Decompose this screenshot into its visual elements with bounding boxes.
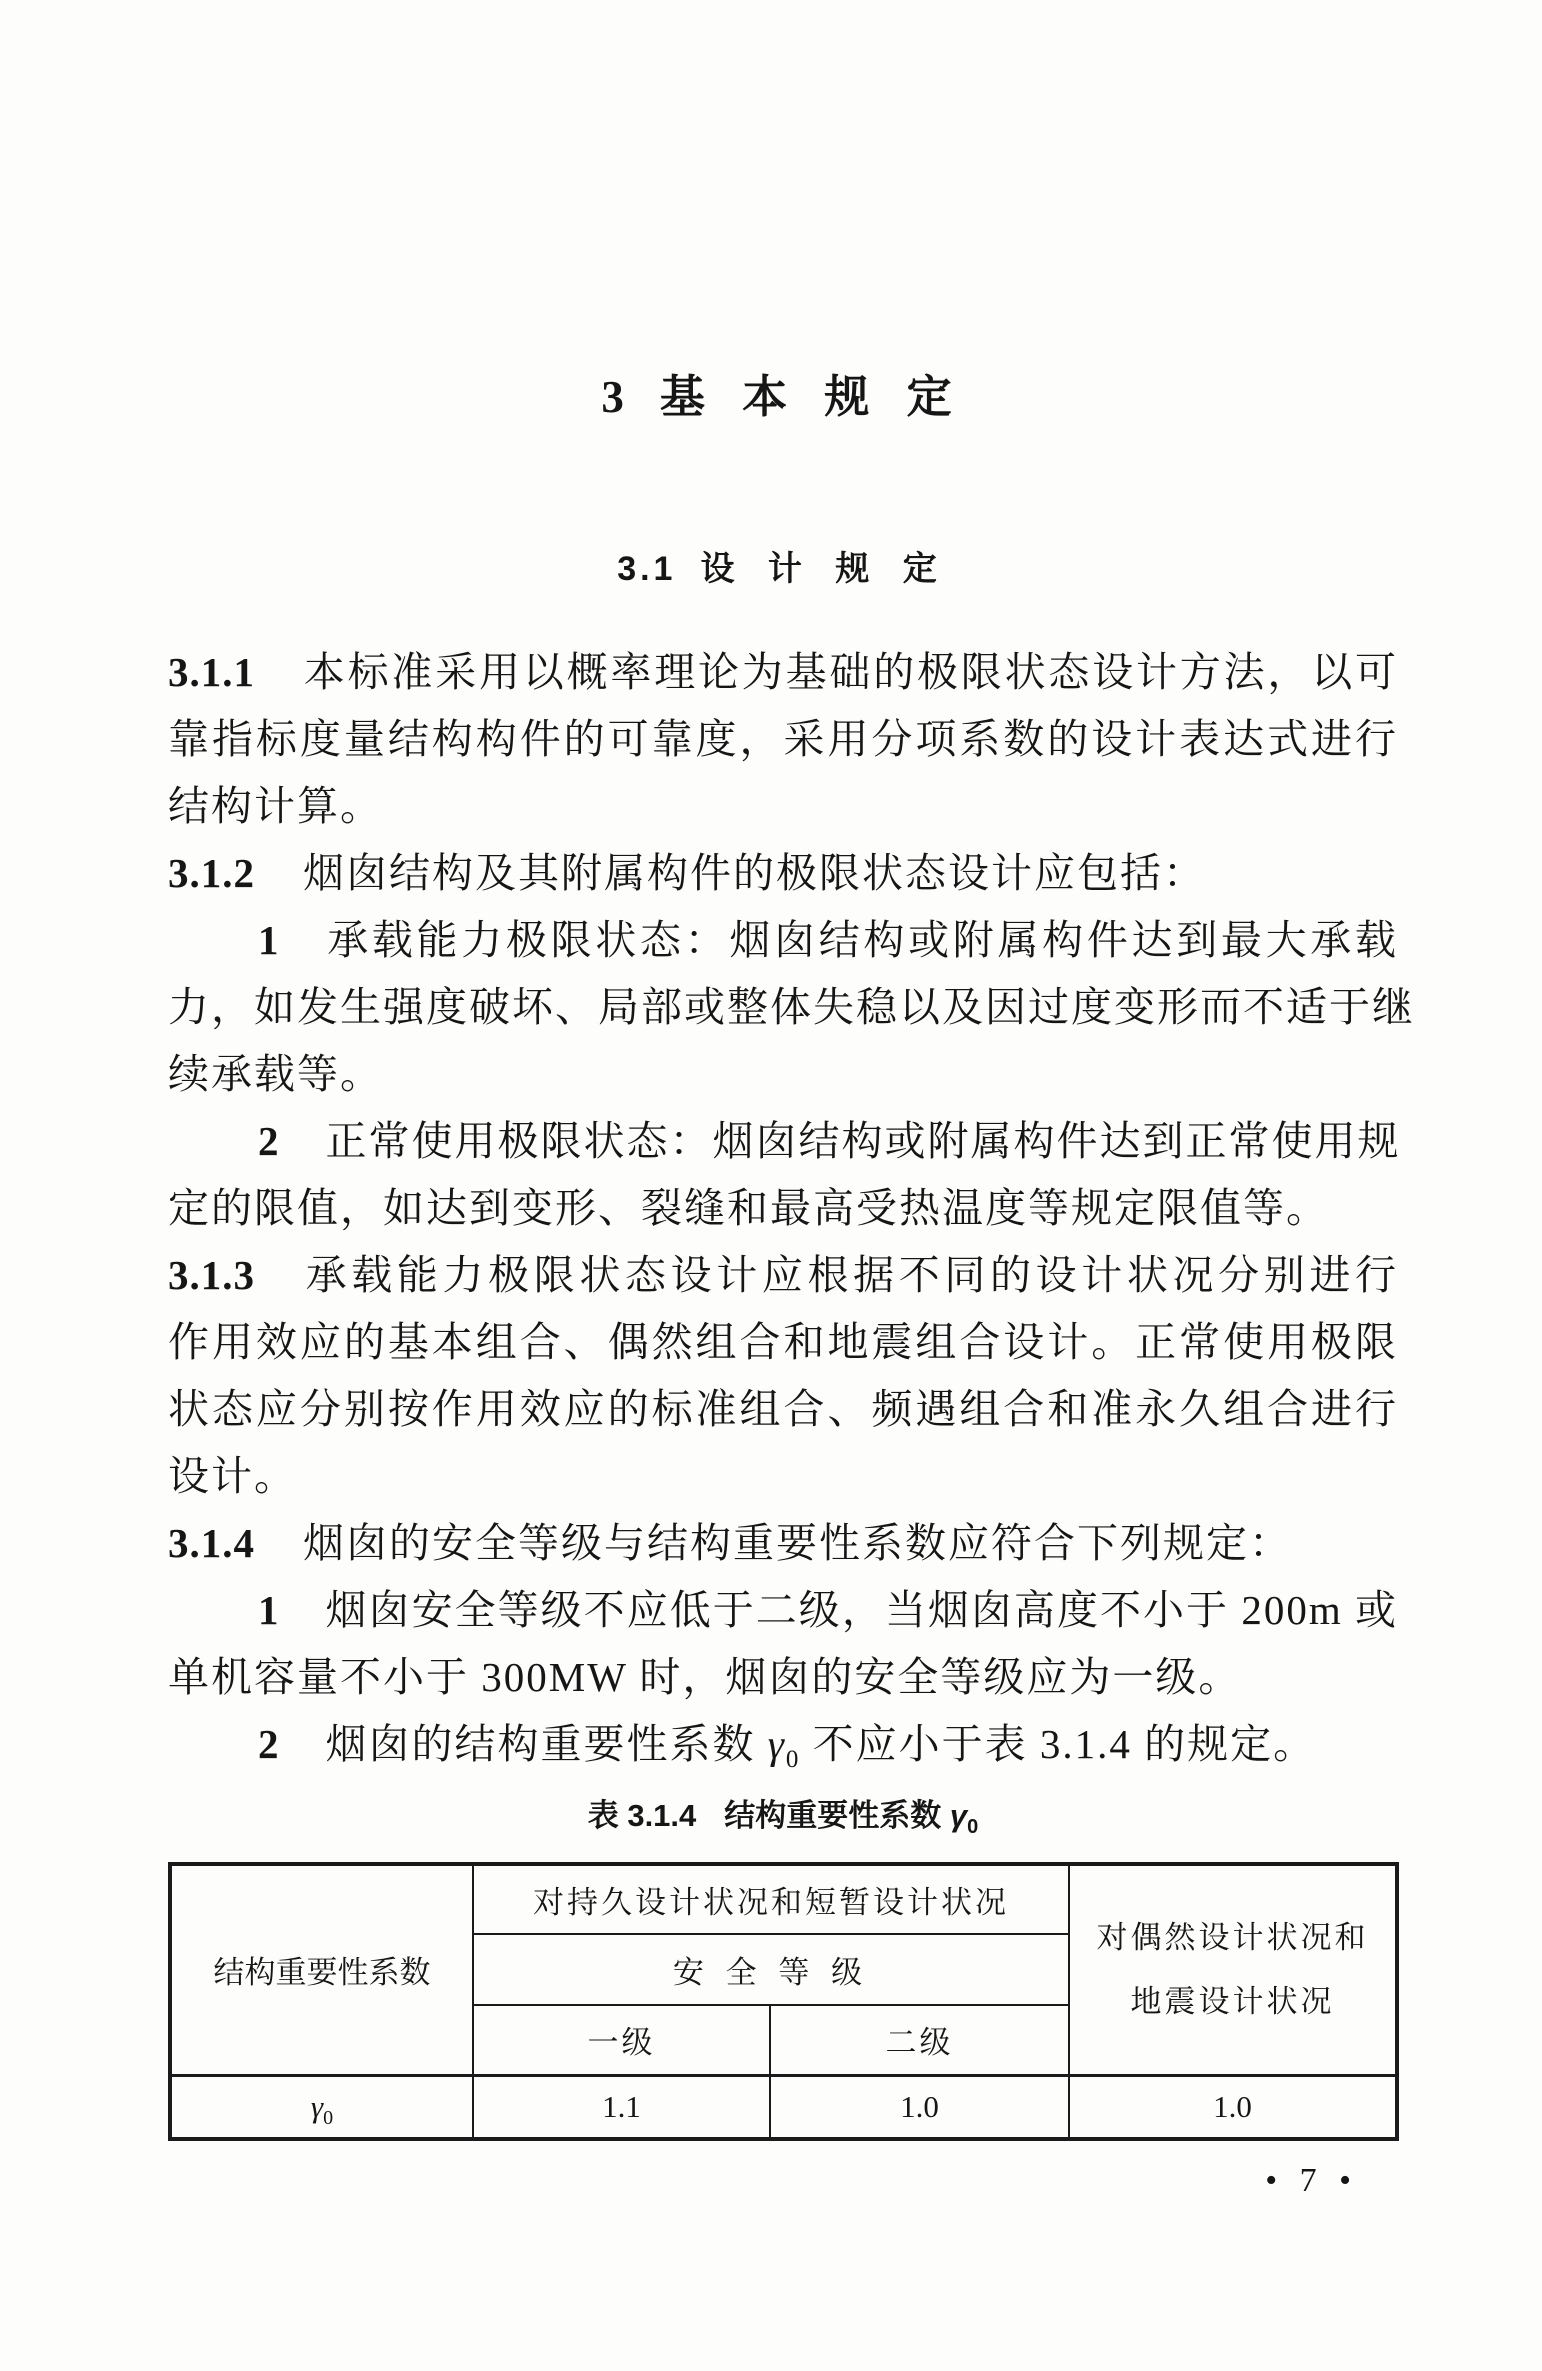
page-number: • 7 •	[1265, 2162, 1358, 2199]
table-caption-title: 结构重要性系数	[724, 1798, 950, 1833]
body-text	[168, 639, 1415, 1778]
clause-line	[168, 1041, 1398, 1108]
value-cell-grade2: 1.0	[770, 2075, 1069, 2139]
line-text: 烟囱安全等级不应低于二级，当烟囱高度不小于 200m 或	[325, 1587, 1398, 1633]
item-number: 2	[258, 1118, 280, 1164]
clause-line	[168, 1309, 1398, 1376]
line-text: 力，如发生强度破坏、局部或整体失稳以及因过度变形而不适于继	[168, 984, 1415, 1030]
table-data-row	[170, 2075, 1397, 2139]
list-item-line	[168, 1711, 1398, 1778]
clause-line	[168, 706, 1398, 773]
line-text: 不应小于表 3.1.4 的规定。	[800, 1721, 1317, 1767]
clause-line	[168, 1175, 1398, 1242]
line-text: 本标准采用以概率理论为基础的极限状态设计方法，以可	[303, 649, 1398, 695]
table-caption-number: 表 3.1.4	[587, 1798, 697, 1833]
header-cell-grade-2: 二级	[770, 2005, 1069, 2075]
list-item-line	[168, 907, 1398, 974]
gamma-symbol: γ	[767, 1721, 786, 1767]
line-text: 承载能力极限状态：烟囱结构或附属构件达到最大承载	[325, 917, 1398, 963]
clause-line	[168, 840, 1398, 907]
line-text: 烟囱的结构重要性系数	[325, 1721, 768, 1767]
gamma-symbol: γ	[310, 2088, 324, 2124]
line-text: 续承载等。	[168, 1051, 383, 1097]
clause-line	[168, 1510, 1398, 1577]
value-cell-grade1: 1.1	[473, 2075, 770, 2139]
list-item-line	[168, 1577, 1398, 1644]
header-cell-safety-grade: 安 全 等 级	[473, 1934, 1069, 2005]
header-accidental-line1: 对偶然设计状况和	[1096, 1919, 1369, 1955]
value-cell-gamma	[170, 2075, 473, 2139]
item-number: 1	[258, 1587, 280, 1633]
clause-number: 3.1.4	[168, 1520, 255, 1566]
header-cell-persistent-situations: 对持久设计状况和短暂设计状况	[473, 1864, 1069, 1934]
line-text: 靠指标度量结构构件的可靠度，采用分项系数的设计表达式进行	[168, 716, 1398, 762]
gamma-symbol: γ	[949, 1798, 968, 1833]
clause-line	[168, 1376, 1398, 1443]
header-cell-accidental-situations	[1069, 1864, 1397, 2075]
section-label: 设 计 规 定	[700, 550, 949, 588]
clause-number: 3.1.2	[168, 850, 255, 896]
item-number: 2	[258, 1721, 280, 1767]
item-number: 1	[258, 917, 280, 963]
line-text: 设计。	[168, 1453, 297, 1499]
line-text: 结构计算。	[168, 783, 383, 829]
chapter-title	[168, 370, 1398, 424]
gamma-subscript: 0	[967, 1816, 979, 1839]
list-item-line	[168, 1108, 1401, 1175]
section-number: 3.1	[617, 550, 677, 588]
chapter-label: 基 本 规 定	[659, 372, 965, 422]
clause-line	[168, 974, 1415, 1041]
clause-line	[168, 1242, 1398, 1309]
clause-line	[168, 1644, 1398, 1711]
clause-line	[168, 773, 1398, 840]
value-cell-accidental: 1.0	[1069, 2075, 1397, 2139]
line-text: 烟囱的安全等级与结构重要性系数应符合下列规定：	[303, 1520, 1292, 1566]
chapter-number: 3	[601, 372, 624, 422]
line-text: 状态应分别按作用效应的标准组合、频遇组合和准永久组合进行	[168, 1386, 1398, 1432]
gamma-subscript: 0	[323, 2106, 334, 2129]
line-text: 定的限值，如达到变形、裂缝和最高受热温度等规定限值等。	[168, 1185, 1329, 1231]
section-title	[168, 548, 1398, 590]
clause-line	[168, 1443, 1398, 1510]
line-text: 作用效应的基本组合、偶然组合和地震组合设计。正常使用极限	[168, 1319, 1398, 1365]
gamma-subscript: 0	[785, 1746, 801, 1774]
line-text: 正常使用极限状态：烟囱结构或附属构件达到正常使用规	[325, 1118, 1401, 1164]
line-text: 单机容量不小于 300MW 时，烟囱的安全等级应为一级。	[168, 1654, 1242, 1700]
table-caption	[168, 1795, 1398, 1837]
header-accidental-line2: 地震设计状况	[1130, 1983, 1335, 2019]
importance-factor-table	[168, 1862, 1399, 2141]
header-cell-grade-1: 一级	[473, 2005, 770, 2075]
table-header-row	[170, 1864, 1397, 1934]
line-text: 烟囱结构及其附属构件的极限状态设计应包括：	[303, 850, 1206, 896]
clause-line	[168, 639, 1398, 706]
clause-number: 3.1.3	[168, 1252, 255, 1298]
line-text: 承载能力极限状态设计应根据不同的设计状况分别进行	[303, 1252, 1398, 1298]
clause-number: 3.1.1	[168, 649, 255, 695]
header-cell-row-label: 结构重要性系数	[170, 1864, 473, 2075]
